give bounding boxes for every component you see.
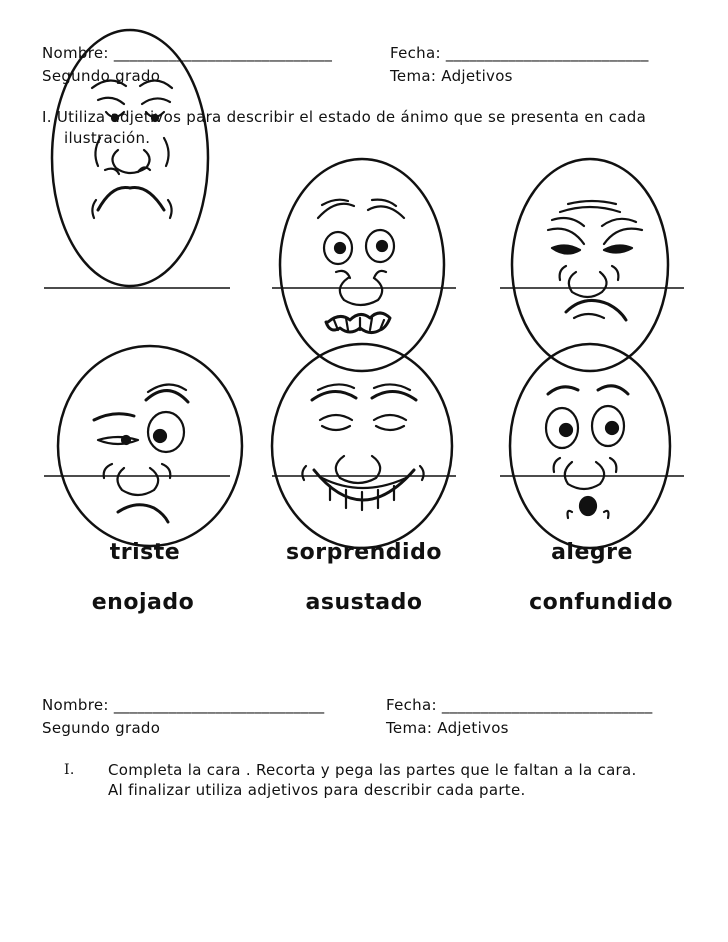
scared-face-icon <box>280 159 444 371</box>
topic-label: Tema: Adjetivos <box>386 719 509 737</box>
word-bank-item: alegre <box>551 540 633 565</box>
word-bank-item: enojado <box>91 590 195 615</box>
instruction-line-1: Completa la cara . Recorta y pega las partes que le faltan a la cara. <box>108 761 637 779</box>
name-field-label: Nombre: ___________________________ <box>42 696 325 714</box>
word-bank-item: asustado <box>305 590 423 615</box>
name-field-label: Nombre: ____________________________ <box>42 44 333 62</box>
happy-face-icon <box>272 344 452 548</box>
confused-face-icon <box>58 346 242 546</box>
instruction-line-2: ilustración. <box>64 129 151 147</box>
surprised-face-icon <box>510 344 670 548</box>
word-bank-item: confundido <box>529 590 673 615</box>
instruction-line-2: Al finalizar utiliza adjetivos para describir cada parte. <box>108 781 526 799</box>
instruction-line-1: I. Utiliza adjetivos para describir el estado de ánimo que se presenta en cada <box>42 108 647 126</box>
angry-face-icon <box>512 159 668 371</box>
grade-label: Segundo grado <box>42 719 161 737</box>
topic-label: Tema: Adjetivos <box>390 67 513 85</box>
date-field-label: Fecha: __________________________ <box>390 44 649 62</box>
word-bank-item: sorprendido <box>286 540 442 565</box>
date-field-label: Fecha: ___________________________ <box>386 696 653 714</box>
instruction-numeral: I. <box>64 762 75 778</box>
word-bank-item: triste <box>109 540 181 565</box>
grade-label: Segundo grado <box>42 67 161 85</box>
